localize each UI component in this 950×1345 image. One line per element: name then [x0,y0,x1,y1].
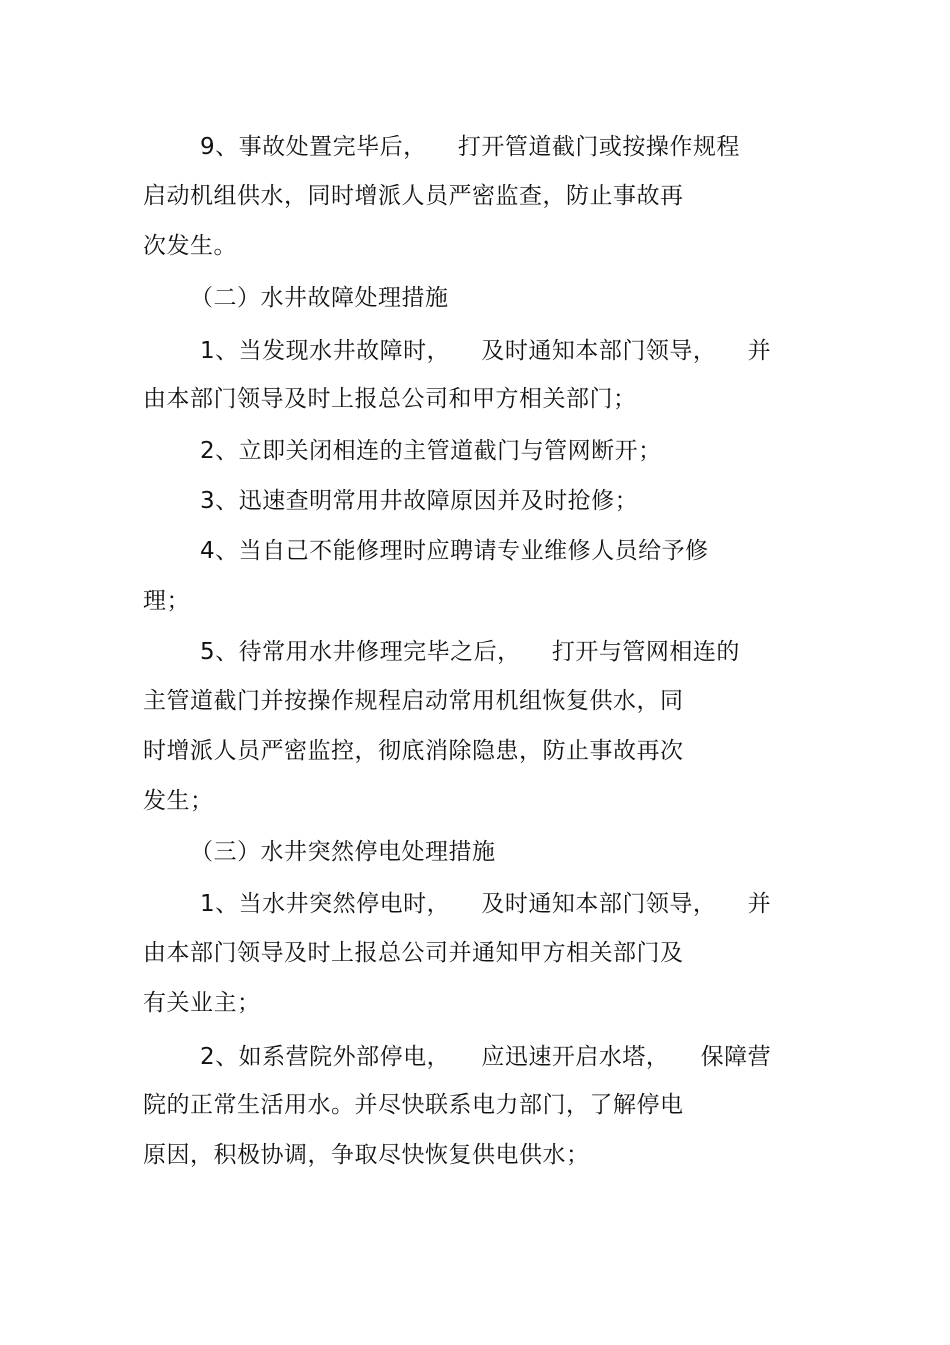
text-line: 2、立即关闭相连的主管道截门与管网断开； [200,438,662,464]
text-line: 5、待常用水井修理完毕之后， 打开与管网相连的 [200,639,740,665]
text-line: 4、当自己不能修理时应聘请专业维修人员给予修 [200,538,709,564]
text-line: 时增派人员严密监控，彻底消除隐患，防止事故再次 [143,738,684,764]
text-line: 主管道截门并按操作规程启动常用机组恢复供水，同 [143,688,684,714]
text-line: 由本部门领导及时上报总公司和甲方相关部门； [143,386,637,412]
text-line: 2、如系营院外部停电， 应迅速开启水塔， 保障营 [200,1044,772,1070]
text-line: 3、迅速查明常用井故障原因并及时抢修； [200,488,639,514]
section-heading: （二）水井故障处理措施 [190,285,449,311]
text-line: 9、事故处置完毕后， 打开管道截门或按操作规程 [200,134,740,160]
text-line: 发生； [143,788,214,814]
text-line: 1、当水井突然停电时， 及时通知本部门领导， 并 [200,891,772,917]
text-line: 理； [143,588,190,614]
text-line: 启动机组供水，同时增派人员严密监查，防止事故再 [143,183,684,209]
text-line: 院的正常生活用水。并尽快联系电力部门，了解停电 [143,1092,684,1118]
text-line: 原因，积极协调，争取尽快恢复供电供水； [143,1142,590,1168]
text-line: 1、当发现水井故障时， 及时通知本部门领导， 并 [200,338,772,364]
text-line: 有关业主； [143,990,261,1016]
text-line: 由本部门领导及时上报总公司并通知甲方相关部门及 [143,940,684,966]
section-heading: （三）水井突然停电处理措施 [190,839,496,865]
text-line: 次发生。 [143,233,237,259]
